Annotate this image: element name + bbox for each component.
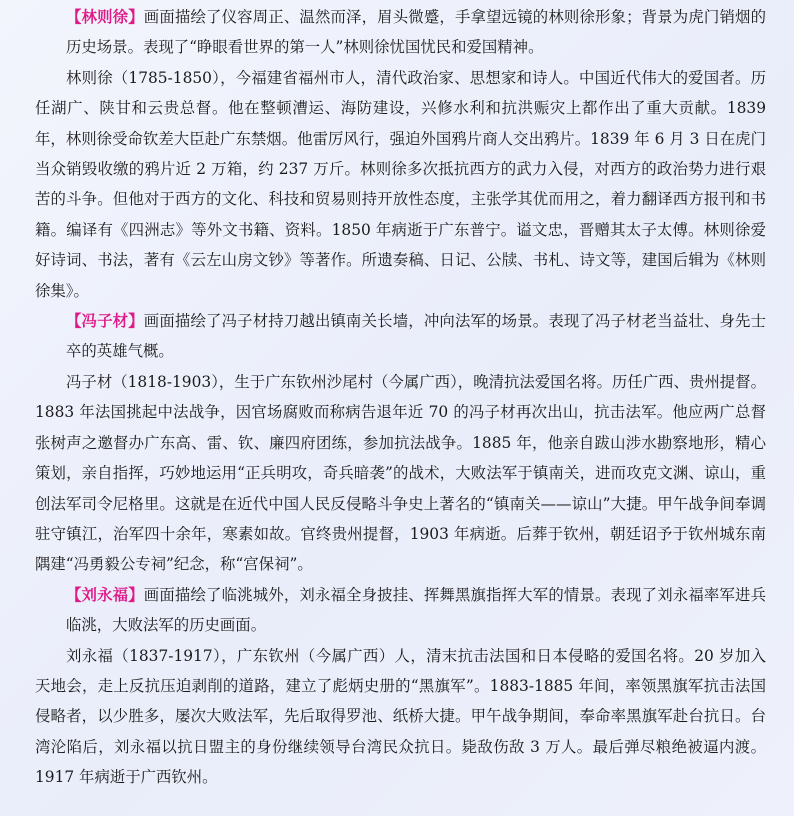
section-heading-feng-zicai: 【冯子材】 [66,312,144,331]
intro-text-lin-zexu: 画面描绘了仪容周正、温然而泽，眉头微蹙，手拿望远镜的林则徐形象；背景为虎门销烟的历史场景。表现了“睁眼看世界的第一人”林则徐忧国忧民和爱国精神。 [66,8,766,57]
intro-text-feng-zicai: 画面描绘了冯子材持刀越出镇南关长墙，冲向法军的场景。表现了冯子材老当益壮、身先士卒的英雄气概。 [66,312,766,361]
bio-liu-yongfu: 刘永福（1837-1917），广东钦州（今属广西）人，清末抗击法国和日本侵略的爱国名将。20 岁加入天地会，走上反抗压迫剥削的道路，建立了彪炳史册的“黑旗军”。1883-1885 年间，率领黑旗军抗击法国侵略者，以少胜多，屡次大败法军，先后取得罗池、纸桥大捷。甲午战争期间，奉命率黑旗军赴台抗日。台湾沦陷后，刘永福以抗日盟主的身份继续领导台湾民众抗日。毙敌伤敌 3 万人。最后弹尽粮绝被逼内渡。1917 年病逝于广西钦州。 [35,646,766,787]
intro-text-liu-yongfu: 画面描绘了临洮城外，刘永福全身披挂、挥舞黑旗指挥大军的情景。表现了刘永福率军进兵临洮，大败法军的历史画面。 [66,585,766,635]
section-lin-zexu-intro [35,2,766,63]
bio-lin-zexu: 林则徐（1785-1850），今福建省福州市人，清代政治家、思想家和诗人。中国近代伟大的爱国者。历任湖广、陕甘和云贵总督。他在整顿漕运、海防建设，兴修水利和抗洪赈灾上都作出了重大贡献。1839年，林则徐受命钦差大臣赴广东禁烟。他雷厉风行，强迫外国鸦片商人交出鸦片。1839 年 6 月 3 日在虎门当众销毁收缴的鸦片近 2 万箱，约 237 万斤。林则徐多次抵抗西方的武力入侵，对西方的政治势力进行艰苦的斗争。但他对于西方的文化、科技和贸易则持开放性态度，主张学其优而用之，着力翻译西方报刊和书籍。编译有《四洲志》等外文书籍、资料。1850 年病逝于广东普宁。谥文忠，晋赠其太子太傅。林则徐爱好诗词、书法，著有《云左山房文钞》等著作。所遗奏稿、日记、公牍、书札、诗文等，建国后辑为《林则徐集》。 [35,68,766,300]
section-heading-liu-yongfu: 【刘永福】 [66,585,144,604]
section-liu-yongfu-intro [35,580,766,641]
section-feng-zicai-intro [35,306,766,367]
section-heading-lin-zexu: 【林则徐】 [66,8,144,26]
bio-feng-zicai: 冯子材（1818-1903），生于广东钦州沙尾村（今属广西），晚清抗法爱国名将。历任广西、贵州提督。1883 年法国挑起中法战争，因官场腐败而称病告退年近 70 的冯子材再次出山，抗击法军。他应两广总督张树声之邀督办广东高、雷、钦、廉四府团练，参加抗法战争。1885 年，他亲自跋山涉水勘察地形，精心策划，亲自指挥，巧妙地运用“正兵明攻，奇兵暗袭”的战术，大败法军于镇南关，进而攻克文渊、谅山，重创法军司令尼格里。这就是在近代中国人民反侵略斗争史上著名的“镇南关——谅山”大捷。甲午战争间奉调驻守镇江，治军四十余年，寒素如故。官终贵州提督，1903 年病逝。后葬于钦州，朝廷诏予于钦州城东南隅建“冯勇毅公专祠”纪念，称“宫保祠”。 [35,372,766,574]
